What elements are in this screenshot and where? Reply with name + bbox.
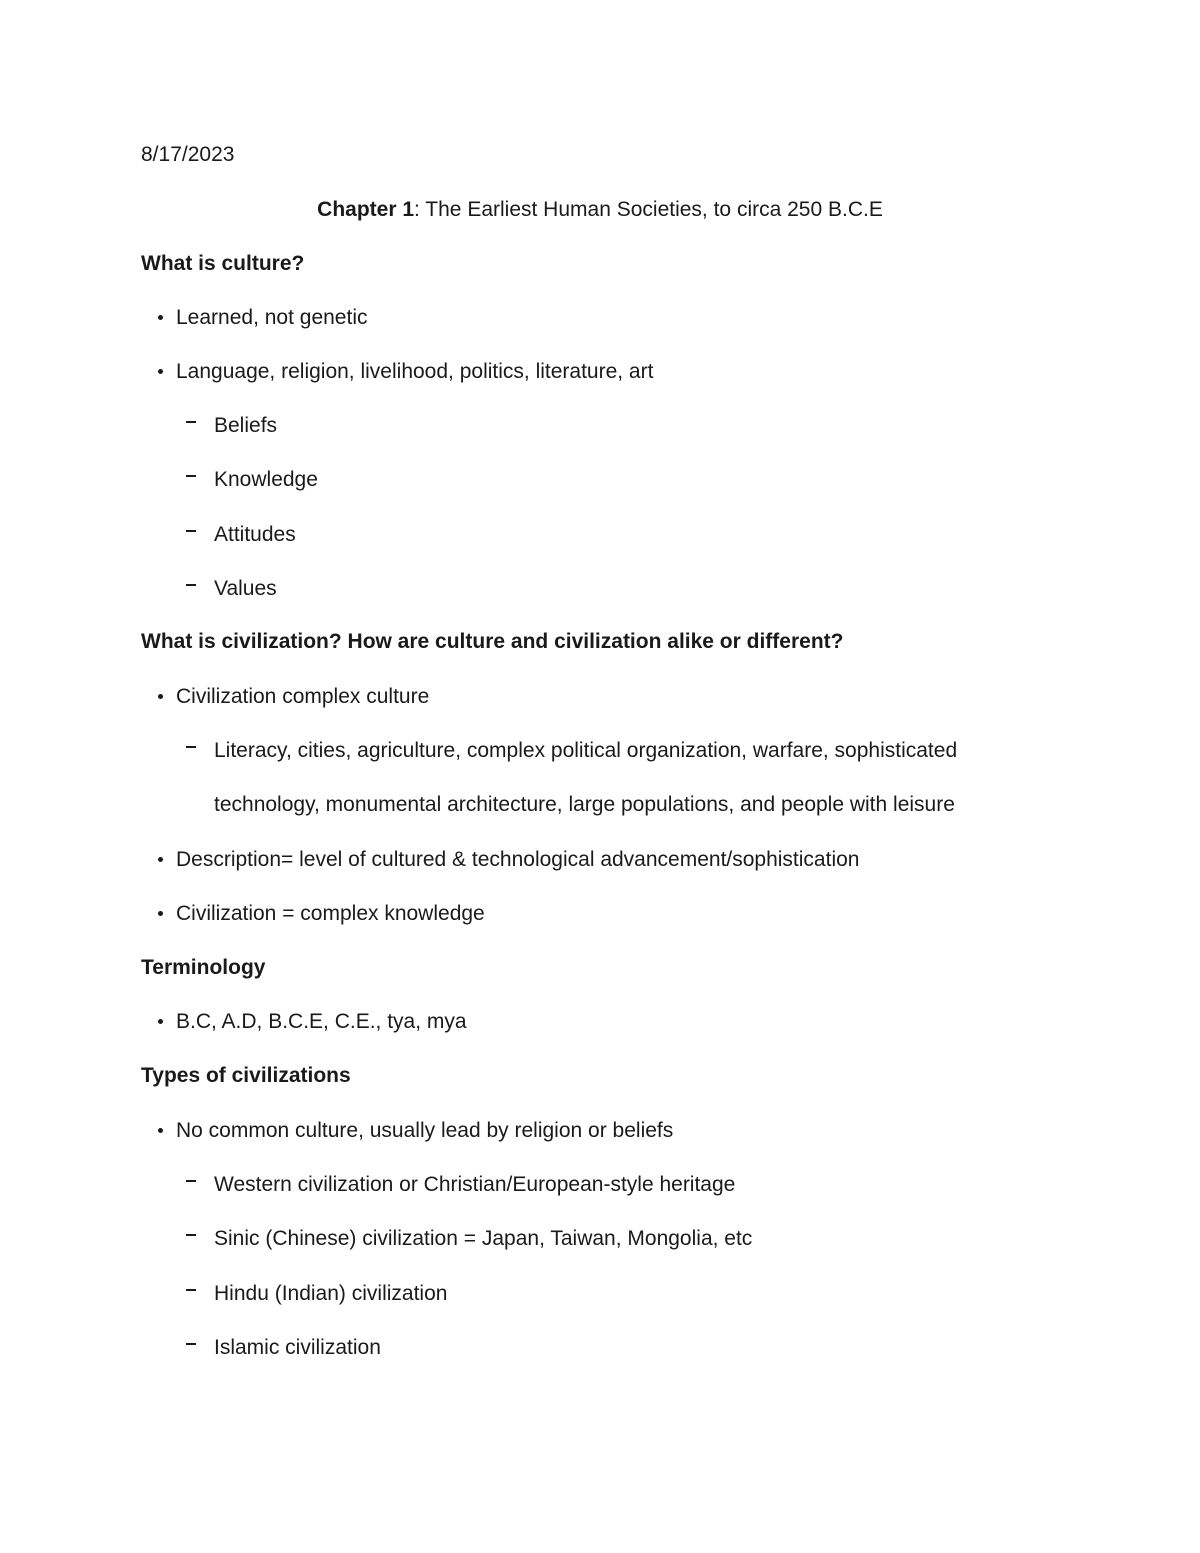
list-item xyxy=(158,359,653,385)
sub-list-item-text: Literacy, cities, agriculture, complex political organization, warfare, sophisticated xyxy=(214,739,958,762)
list-item xyxy=(158,305,367,331)
dash-icon xyxy=(186,421,196,423)
chapter-subtitle: : The Earliest Human Societies, to circa 250 B.C.E xyxy=(414,198,883,221)
sub-list-item xyxy=(186,738,957,764)
dash-icon xyxy=(186,1289,196,1291)
bullet-icon xyxy=(158,1019,163,1024)
dash-icon xyxy=(186,746,196,748)
chapter-label: Chapter 1 xyxy=(317,198,415,221)
list-item-text: B.C, A.D, B.C.E, C.E., tya, mya xyxy=(176,1010,467,1033)
sub-list-item-text: Hindu (Indian) civilization xyxy=(214,1282,448,1305)
chapter-title xyxy=(0,197,1200,223)
list-item xyxy=(158,684,429,710)
sub-list-item xyxy=(186,1226,752,1252)
sub-list-item-text: Western civilization or Christian/European-style heritage xyxy=(214,1173,736,1196)
bullet-icon xyxy=(158,1128,163,1133)
section-heading-types: Types of civilizations xyxy=(141,1064,351,1087)
dash-icon xyxy=(186,1343,196,1345)
bullet-icon xyxy=(158,694,163,699)
bullet-icon xyxy=(158,857,163,862)
note-date: 8/17/2023 xyxy=(141,143,235,166)
sub-list-item-text: Sinic (Chinese) civilization = Japan, Taiwan, Mongolia, etc xyxy=(214,1227,753,1250)
bullet-icon xyxy=(158,369,163,374)
sub-list-item xyxy=(186,576,277,602)
sub-list-item-text: Beliefs xyxy=(214,414,278,437)
sub-list-item-text: Attitudes xyxy=(214,523,296,546)
list-item xyxy=(158,1009,467,1035)
section-heading-terminology: Terminology xyxy=(141,956,266,979)
sub-list-item xyxy=(186,522,296,548)
list-item-text: Language, religion, livelihood, politics, literature, art xyxy=(176,360,654,383)
sub-list-item-text: Knowledge xyxy=(214,468,318,491)
sub-list-item xyxy=(186,1335,381,1361)
list-item xyxy=(158,847,859,873)
sub-list-item xyxy=(186,1172,735,1198)
list-item-text: Description= level of cultured & technological advancement/sophistication xyxy=(176,848,860,871)
list-item-text: No common culture, usually lead by religion or beliefs xyxy=(176,1119,674,1142)
list-item xyxy=(158,901,485,927)
sub-list-item-continuation: technology, monumental architecture, large populations, and people with leisure xyxy=(214,793,955,816)
section-heading-civilization: What is civilization? How are culture and civilization alike or different? xyxy=(141,630,844,653)
sub-list-item xyxy=(186,1281,447,1307)
dash-icon xyxy=(186,1180,196,1182)
bullet-icon xyxy=(158,911,163,916)
sub-list-item xyxy=(186,413,277,439)
section-heading-culture: What is culture? xyxy=(141,252,305,275)
sub-list-item xyxy=(186,467,318,493)
list-item-text: Civilization complex culture xyxy=(176,685,430,708)
bullet-icon xyxy=(158,315,163,320)
dash-icon xyxy=(186,530,196,532)
list-item-text: Learned, not genetic xyxy=(176,306,368,329)
list-item-text: Civilization = complex knowledge xyxy=(176,902,485,925)
dash-icon xyxy=(186,475,196,477)
dash-icon xyxy=(186,1234,196,1236)
list-item xyxy=(158,1118,673,1144)
dash-icon xyxy=(186,584,196,586)
sub-list-item-text: Islamic civilization xyxy=(214,1336,381,1359)
sub-list-item-text: Values xyxy=(214,577,277,600)
